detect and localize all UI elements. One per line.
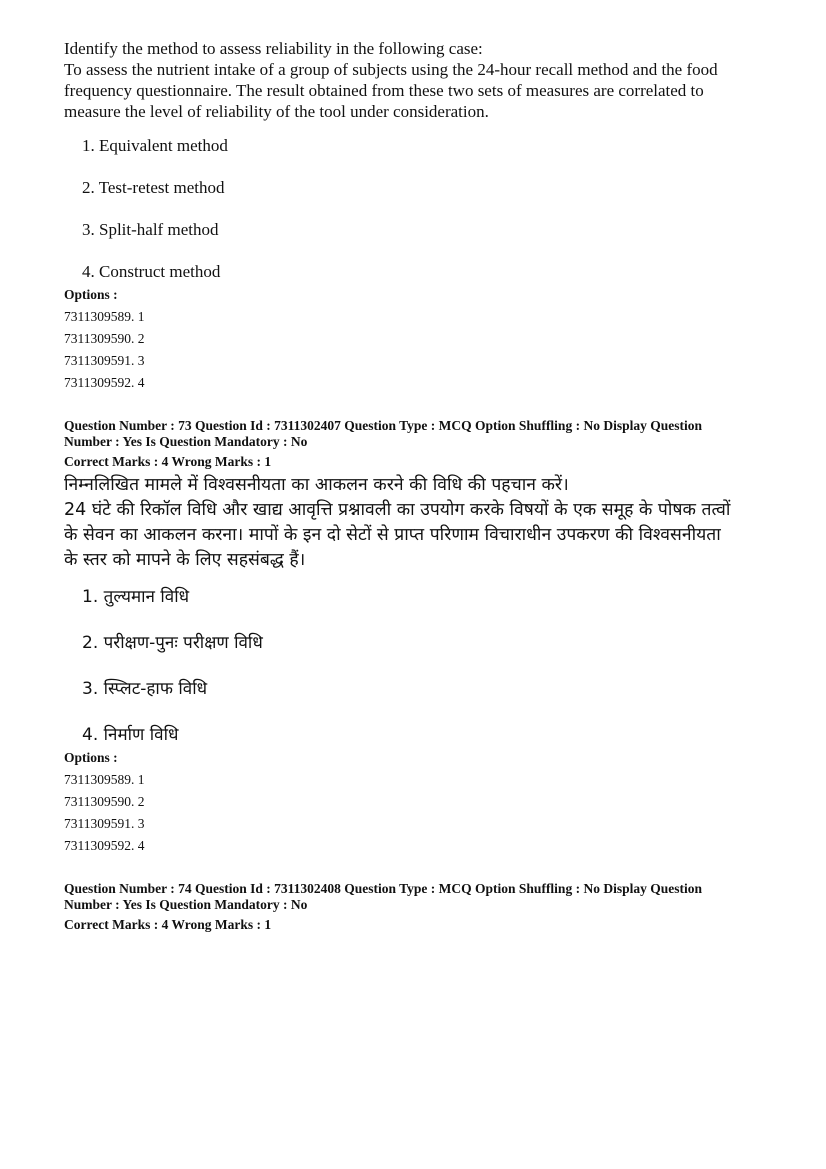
- choice-list: [82, 585, 784, 747]
- option-id: 7311309589. 1: [64, 309, 145, 324]
- choice-1: 1. तुल्यमान विधि: [82, 587, 190, 607]
- question-stem-line: निम्नलिखित मामले में विश्वसनीयता का आकलन करने की विधि की पहचान करें।: [64, 475, 569, 495]
- options-label: Options :: [64, 750, 118, 765]
- choice-4: 4. Construct method: [82, 262, 221, 281]
- question-stem-line: के स्तर को मापने के लिए सहसंबद्ध हैं।: [64, 550, 306, 570]
- choice-3: 3. स्प्लिट-हाफ विधि: [82, 679, 208, 699]
- option-id: 7311309590. 2: [64, 331, 145, 346]
- choice-1: 1. Equivalent method: [82, 136, 228, 155]
- question-marks: Correct Marks : 4 Wrong Marks : 1: [64, 917, 272, 932]
- option-id: 7311309592. 4: [64, 375, 145, 390]
- question-stem-line: measure the level of reliability of the tool under consideration.: [64, 102, 489, 121]
- choice-2: 2. Test-retest method: [82, 178, 225, 197]
- question-meta: Number : Yes Is Question Mandatory : No: [64, 434, 308, 449]
- option-id: 7311309591. 3: [64, 353, 145, 368]
- question-stem-line: To assess the nutrient intake of a group of subjects using the 24-hour recall method and the food: [64, 60, 718, 79]
- question-74: [64, 881, 784, 933]
- option-id: 7311309591. 3: [64, 816, 145, 831]
- question-stem-line: Identify the method to assess reliability in the following case:: [64, 39, 483, 58]
- question-stem-line: frequency questionnaire. The result obtained from these two sets of measures are correlated to: [64, 81, 704, 100]
- question-paper-page: [64, 38, 784, 933]
- question-stem-line: के सेवन का आकलन करना। मापों के इन दो सेटों से प्राप्त परिणाम विचाराधीन उपकरण की विश्वसनीयता: [64, 525, 721, 545]
- question-meta: Question Number : 74 Question Id : 7311302408 Question Type : MCQ Option Shuffling : No Display Question: [64, 881, 702, 896]
- option-id: 7311309590. 2: [64, 794, 145, 809]
- question-marks: Correct Marks : 4 Wrong Marks : 1: [64, 454, 272, 469]
- question-73: [64, 418, 784, 857]
- options-label: Options :: [64, 287, 118, 302]
- choice-4: 4. निर्माण विधि: [82, 725, 179, 745]
- question-meta: Question Number : 73 Question Id : 7311302407 Question Type : MCQ Option Shuffling : No Display Question: [64, 418, 702, 433]
- option-id: 7311309592. 4: [64, 838, 145, 853]
- option-id: 7311309589. 1: [64, 772, 145, 787]
- question-stem-line: 24 घंटे की रिकॉल विधि और खाद्य आवृत्ति प्रश्नावली का उपयोग करके विषयों के एक समूह के पोषक तत्वों: [64, 500, 731, 520]
- choice-2: 2. परीक्षण-पुनः परीक्षण विधि: [82, 633, 263, 653]
- choice-3: 3. Split-half method: [82, 220, 219, 239]
- choice-list: [82, 135, 784, 282]
- question-meta: Number : Yes Is Question Mandatory : No: [64, 897, 308, 912]
- question-72: [64, 38, 784, 394]
